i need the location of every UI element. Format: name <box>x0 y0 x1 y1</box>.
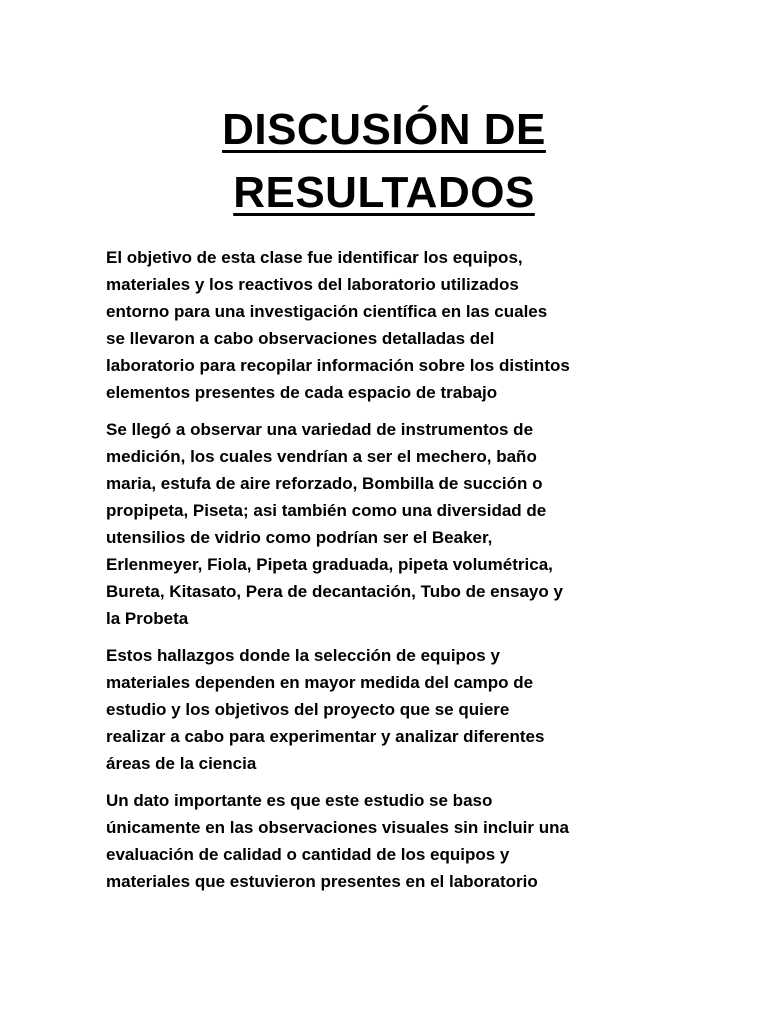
body-text <box>106 244 666 905</box>
paragraph-line: Se llegó a observar una variedad de instrumentos de <box>106 420 534 439</box>
paragraph-2 <box>106 416 666 632</box>
paragraph-4 <box>106 787 666 895</box>
paragraph-line: maria, estufa de aire reforzado, Bombilla de succión o <box>106 474 543 493</box>
paragraph-1 <box>106 244 666 406</box>
paragraph-line: estudio y los objetivos del proyecto que se quiere <box>106 700 510 719</box>
paragraph-line: laboratorio para recopilar información sobre los distintos <box>106 356 570 375</box>
paragraph-line: Bureta, Kitasato, Pera de decantación, Tubo de ensayo y <box>106 582 563 601</box>
paragraph-3 <box>106 642 666 777</box>
paragraph-line: materiales que estuvieron presentes en el laboratorio <box>106 872 538 891</box>
title-line-2: RESULTADOS <box>233 168 535 217</box>
paragraph-line: entorno para una investigación científica en las cuales <box>106 302 548 321</box>
paragraph-line: utensilios de vidrio como podrían ser el Beaker, <box>106 528 493 547</box>
paragraph-line: elementos presentes de cada espacio de trabajo <box>106 383 498 402</box>
title-line-1: DISCUSIÓN DE <box>222 105 546 154</box>
paragraph-line: materiales dependen en mayor medida del campo de <box>106 673 534 692</box>
paragraph-line: Estos hallazgos donde la selección de equipos y <box>106 646 500 665</box>
paragraph-line: se llevaron a cabo observaciones detalladas del <box>106 329 495 348</box>
paragraph-line: evaluación de calidad o cantidad de los equipos y <box>106 845 510 864</box>
paragraph-line: materiales y los reactivos del laboratorio utilizados <box>106 275 519 294</box>
paragraph-line: la Probeta <box>106 609 189 628</box>
paragraph-line: realizar a cabo para experimentar y analizar diferentes <box>106 727 545 746</box>
paragraph-line: propipeta, Piseta; asi también como una diversidad de <box>106 501 547 520</box>
paragraph-line: medición, los cuales vendrían a ser el mechero, baño <box>106 447 537 466</box>
paragraph-line: Un dato importante es que este estudio se baso <box>106 791 493 810</box>
paragraph-line: Erlenmeyer, Fiola, Pipeta graduada, pipeta volumétrica, <box>106 555 553 574</box>
paragraph-line: El objetivo de esta clase fue identificar los equipos, <box>106 248 523 267</box>
page-title <box>0 98 768 224</box>
paragraph-line: áreas de la ciencia <box>106 754 257 773</box>
paragraph-line: únicamente en las observaciones visuales sin incluir una <box>106 818 569 837</box>
